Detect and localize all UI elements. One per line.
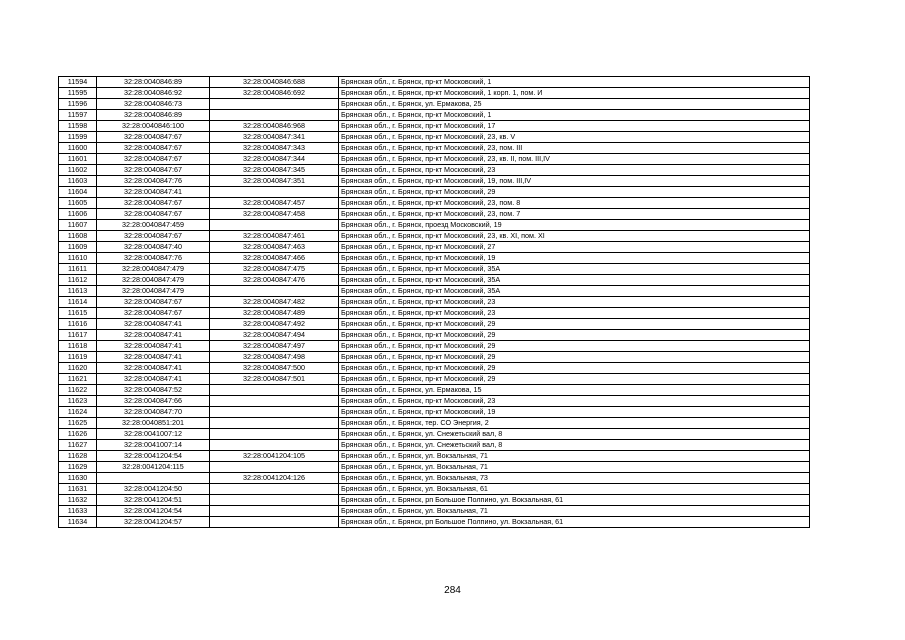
object-cadastral-number-cell <box>210 407 339 418</box>
table-row <box>59 319 810 330</box>
row-number-cell: 11597 <box>59 110 97 121</box>
cadastral-number-cell: 32:28:0040846:73 <box>97 99 210 110</box>
cadastral-number-cell: 32:28:0041204:50 <box>97 484 210 495</box>
address-cell: Брянская обл., г. Брянск, пр-кт Московский, 23, пом. III <box>339 143 810 154</box>
object-cadastral-number-cell: 32:28:0040847:458 <box>210 209 339 220</box>
object-cadastral-number-cell <box>210 286 339 297</box>
cadastral-number-cell: 32:28:0040847:52 <box>97 385 210 396</box>
table-row <box>59 418 810 429</box>
cadastral-number-cell: 32:28:0040846:92 <box>97 88 210 99</box>
table-row <box>59 253 810 264</box>
table-row <box>59 99 810 110</box>
cadastral-number-cell: 32:28:0040847:67 <box>97 209 210 220</box>
cadastral-table <box>58 76 810 528</box>
row-number-cell: 11599 <box>59 132 97 143</box>
address-cell: Брянская обл., г. Брянск, пр-кт Московский, 23, кв. V <box>339 132 810 143</box>
row-number-cell: 11631 <box>59 484 97 495</box>
row-number-cell: 11607 <box>59 220 97 231</box>
cadastral-number-cell: 32:28:0041204:54 <box>97 506 210 517</box>
cadastral-number-cell: 32:28:0040847:479 <box>97 286 210 297</box>
address-cell: Брянская обл., г. Брянск, рп Большое Полпино, ул. Вокзальная, 61 <box>339 517 810 528</box>
cadastral-number-cell: 32:28:0041204:51 <box>97 495 210 506</box>
cadastral-number-cell: 32:28:0040847:76 <box>97 253 210 264</box>
table-row <box>59 462 810 473</box>
table-row <box>59 451 810 462</box>
table-row <box>59 121 810 132</box>
row-number-cell: 11595 <box>59 88 97 99</box>
object-cadastral-number-cell: 32:28:0040847:476 <box>210 275 339 286</box>
cadastral-number-cell: 32:28:0041007:12 <box>97 429 210 440</box>
cadastral-number-cell: 32:28:0040847:67 <box>97 143 210 154</box>
row-number-cell: 11611 <box>59 264 97 275</box>
row-number-cell: 11617 <box>59 330 97 341</box>
address-cell: Брянская обл., г. Брянск, рп Большое Полпино, ул. Вокзальная, 61 <box>339 495 810 506</box>
table-row <box>59 517 810 528</box>
cadastral-number-cell: 32:28:0040847:66 <box>97 396 210 407</box>
object-cadastral-number-cell: 32:28:0040847:498 <box>210 352 339 363</box>
cadastral-number-cell: 32:28:0040851:201 <box>97 418 210 429</box>
table-row <box>59 484 810 495</box>
table-row <box>59 209 810 220</box>
row-number-cell: 11626 <box>59 429 97 440</box>
object-cadastral-number-cell: 32:28:0040847:482 <box>210 297 339 308</box>
object-cadastral-number-cell: 32:28:0040846:968 <box>210 121 339 132</box>
address-cell: Брянская обл., г. Брянск, пр-кт Московский, 17 <box>339 121 810 132</box>
table-row <box>59 220 810 231</box>
table-row <box>59 231 810 242</box>
object-cadastral-number-cell <box>210 440 339 451</box>
table-row <box>59 165 810 176</box>
table-row <box>59 363 810 374</box>
object-cadastral-number-cell <box>210 385 339 396</box>
cadastral-number-cell: 32:28:0040847:67 <box>97 165 210 176</box>
address-cell: Брянская обл., г. Брянск, пр-кт Московский, 19, пом. III,IV <box>339 176 810 187</box>
object-cadastral-number-cell: 32:28:0040847:351 <box>210 176 339 187</box>
object-cadastral-number-cell <box>210 484 339 495</box>
address-cell: Брянская обл., г. Брянск, проезд Московский, 19 <box>339 220 810 231</box>
row-number-cell: 11625 <box>59 418 97 429</box>
address-cell: Брянская обл., г. Брянск, ул. Вокзальная, 71 <box>339 462 810 473</box>
address-cell: Брянская обл., г. Брянск, ул. Снежетьский вал, 8 <box>339 429 810 440</box>
cadastral-number-cell: 32:28:0040847:41 <box>97 330 210 341</box>
row-number-cell: 11603 <box>59 176 97 187</box>
table-row <box>59 275 810 286</box>
cadastral-number-cell: 32:28:0040847:67 <box>97 198 210 209</box>
object-cadastral-number-cell: 32:28:0040847:457 <box>210 198 339 209</box>
address-cell: Брянская обл., г. Брянск, ул. Вокзальная, 61 <box>339 484 810 495</box>
address-cell: Брянская обл., г. Брянск, пр-кт Московский, 19 <box>339 407 810 418</box>
address-cell: Брянская обл., г. Брянск, ул. Ермакова, 25 <box>339 99 810 110</box>
table-row <box>59 297 810 308</box>
cadastral-number-cell: 32:28:0040847:67 <box>97 231 210 242</box>
row-number-cell: 11628 <box>59 451 97 462</box>
object-cadastral-number-cell: 32:28:0040847:489 <box>210 308 339 319</box>
row-number-cell: 11632 <box>59 495 97 506</box>
row-number-cell: 11619 <box>59 352 97 363</box>
row-number-cell: 11610 <box>59 253 97 264</box>
object-cadastral-number-cell <box>210 462 339 473</box>
address-cell: Брянская обл., г. Брянск, ул. Вокзальная, 71 <box>339 451 810 462</box>
address-cell: Брянская обл., г. Брянск, ул. Снежетьский вал, 8 <box>339 440 810 451</box>
object-cadastral-number-cell: 32:28:0040847:500 <box>210 363 339 374</box>
table-row <box>59 385 810 396</box>
object-cadastral-number-cell <box>210 220 339 231</box>
address-cell: Брянская обл., г. Брянск, пр-кт Московский, 35А <box>339 286 810 297</box>
row-number-cell: 11614 <box>59 297 97 308</box>
object-cadastral-number-cell: 32:28:0040847:466 <box>210 253 339 264</box>
object-cadastral-number-cell: 32:28:0041204:105 <box>210 451 339 462</box>
cadastral-number-cell: 32:28:0041204:54 <box>97 451 210 462</box>
cadastral-number-cell: 32:28:0041204:115 <box>97 462 210 473</box>
table-row <box>59 286 810 297</box>
cadastral-number-cell: 32:28:0040847:479 <box>97 275 210 286</box>
row-number-cell: 11616 <box>59 319 97 330</box>
object-cadastral-number-cell: 32:28:0040847:341 <box>210 132 339 143</box>
object-cadastral-number-cell: 32:28:0041204:126 <box>210 473 339 484</box>
row-number-cell: 11627 <box>59 440 97 451</box>
table-row <box>59 154 810 165</box>
cadastral-number-cell <box>97 473 210 484</box>
object-cadastral-number-cell: 32:28:0040847:494 <box>210 330 339 341</box>
object-cadastral-number-cell <box>210 396 339 407</box>
cadastral-number-cell: 32:28:0040847:459 <box>97 220 210 231</box>
cadastral-number-cell: 32:28:0040847:41 <box>97 187 210 198</box>
row-number-cell: 11613 <box>59 286 97 297</box>
row-number-cell: 11618 <box>59 341 97 352</box>
table-row <box>59 407 810 418</box>
object-cadastral-number-cell: 32:28:0040846:688 <box>210 77 339 88</box>
row-number-cell: 11598 <box>59 121 97 132</box>
row-number-cell: 11606 <box>59 209 97 220</box>
address-cell: Брянская обл., г. Брянск, пр-кт Московский, 23 <box>339 308 810 319</box>
address-cell: Брянская обл., г. Брянск, ул. Вокзальная, 71 <box>339 506 810 517</box>
object-cadastral-number-cell: 32:28:0040847:344 <box>210 154 339 165</box>
object-cadastral-number-cell <box>210 99 339 110</box>
table-row <box>59 143 810 154</box>
row-number-cell: 11604 <box>59 187 97 198</box>
row-number-cell: 11633 <box>59 506 97 517</box>
address-cell: Брянская обл., г. Брянск, пр-кт Московский, 35А <box>339 275 810 286</box>
cadastral-number-cell: 32:28:0040847:67 <box>97 297 210 308</box>
table-row <box>59 330 810 341</box>
cadastral-number-cell: 32:28:0040847:41 <box>97 374 210 385</box>
object-cadastral-number-cell: 32:28:0040847:461 <box>210 231 339 242</box>
table-row <box>59 429 810 440</box>
object-cadastral-number-cell <box>210 506 339 517</box>
cadastral-number-cell: 32:28:0040847:67 <box>97 308 210 319</box>
cadastral-number-cell: 32:28:0040847:41 <box>97 319 210 330</box>
cadastral-number-cell: 32:28:0040847:41 <box>97 341 210 352</box>
address-cell: Брянская обл., г. Брянск, пр-кт Московский, 29 <box>339 187 810 198</box>
object-cadastral-number-cell: 32:28:0040847:475 <box>210 264 339 275</box>
table-row <box>59 187 810 198</box>
table-row <box>59 374 810 385</box>
row-number-cell: 11612 <box>59 275 97 286</box>
table-row <box>59 264 810 275</box>
cadastral-number-cell: 32:28:0040846:89 <box>97 77 210 88</box>
table-row <box>59 396 810 407</box>
address-cell: Брянская обл., г. Брянск, пр-кт Московский, 29 <box>339 330 810 341</box>
address-cell: Брянская обл., г. Брянск, пр-кт Московский, 23, кв. XI, пом. XI <box>339 231 810 242</box>
row-number-cell: 11615 <box>59 308 97 319</box>
object-cadastral-number-cell: 32:28:0040847:345 <box>210 165 339 176</box>
address-cell: Брянская обл., г. Брянск, пр-кт Московский, 35А <box>339 264 810 275</box>
row-number-cell: 11624 <box>59 407 97 418</box>
cadastral-number-cell: 32:28:0040846:89 <box>97 110 210 121</box>
table-row <box>59 132 810 143</box>
table-row <box>59 77 810 88</box>
cadastral-number-cell: 32:28:0040847:67 <box>97 154 210 165</box>
object-cadastral-number-cell <box>210 517 339 528</box>
row-number-cell: 11629 <box>59 462 97 473</box>
row-number-cell: 11602 <box>59 165 97 176</box>
cadastral-number-cell: 32:28:0041204:57 <box>97 517 210 528</box>
address-cell: Брянская обл., г. Брянск, пр-кт Московский, 29 <box>339 352 810 363</box>
cadastral-number-cell: 32:28:0040846:100 <box>97 121 210 132</box>
row-number-cell: 11621 <box>59 374 97 385</box>
row-number-cell: 11600 <box>59 143 97 154</box>
object-cadastral-number-cell: 32:28:0040847:492 <box>210 319 339 330</box>
object-cadastral-number-cell: 32:28:0040847:463 <box>210 242 339 253</box>
object-cadastral-number-cell: 32:28:0040846:692 <box>210 88 339 99</box>
object-cadastral-number-cell <box>210 418 339 429</box>
table-row <box>59 495 810 506</box>
address-cell: Брянская обл., г. Брянск, пр-кт Московский, 29 <box>339 374 810 385</box>
address-cell: Брянская обл., г. Брянск, пр-кт Московский, 29 <box>339 363 810 374</box>
object-cadastral-number-cell <box>210 110 339 121</box>
table-row <box>59 110 810 121</box>
table-row <box>59 506 810 517</box>
row-number-cell: 11605 <box>59 198 97 209</box>
table-row <box>59 88 810 99</box>
table-row <box>59 176 810 187</box>
table-row <box>59 440 810 451</box>
cadastral-number-cell: 32:28:0040847:70 <box>97 407 210 418</box>
row-number-cell: 11630 <box>59 473 97 484</box>
row-number-cell: 11623 <box>59 396 97 407</box>
address-cell: Брянская обл., г. Брянск, пр-кт Московский, 23, пом. 7 <box>339 209 810 220</box>
table-row <box>59 242 810 253</box>
cadastral-number-cell: 32:28:0040847:40 <box>97 242 210 253</box>
address-cell: Брянская обл., г. Брянск, пр-кт Московский, 1 корп. 1, пом. И <box>339 88 810 99</box>
table-row <box>59 308 810 319</box>
address-cell: Брянская обл., г. Брянск, пр-кт Московский, 23, пом. 8 <box>339 198 810 209</box>
address-cell: Брянская обл., г. Брянск, пр-кт Московский, 29 <box>339 319 810 330</box>
table-body <box>59 77 810 528</box>
object-cadastral-number-cell <box>210 187 339 198</box>
address-cell: Брянская обл., г. Брянск, пр-кт Московский, 23 <box>339 297 810 308</box>
address-cell: Брянская обл., г. Брянск, пр-кт Московский, 19 <box>339 253 810 264</box>
cadastral-number-cell: 32:28:0040847:41 <box>97 363 210 374</box>
address-cell: Брянская обл., г. Брянск, пр-кт Московский, 23 <box>339 165 810 176</box>
address-cell: Брянская обл., г. Брянск, пр-кт Московский, 27 <box>339 242 810 253</box>
row-number-cell: 11601 <box>59 154 97 165</box>
address-cell: Брянская обл., г. Брянск, пр-кт Московский, 23 <box>339 396 810 407</box>
row-number-cell: 11634 <box>59 517 97 528</box>
page-number: 284 <box>444 585 461 596</box>
object-cadastral-number-cell: 32:28:0040847:497 <box>210 341 339 352</box>
cadastral-number-cell: 32:28:0040847:479 <box>97 264 210 275</box>
row-number-cell: 11622 <box>59 385 97 396</box>
table-row <box>59 198 810 209</box>
table-row <box>59 352 810 363</box>
table-row <box>59 341 810 352</box>
cadastral-number-cell: 32:28:0040847:67 <box>97 132 210 143</box>
row-number-cell: 11620 <box>59 363 97 374</box>
cadastral-number-cell: 32:28:0040847:41 <box>97 352 210 363</box>
cadastral-number-cell: 32:28:0040847:76 <box>97 176 210 187</box>
address-cell: Брянская обл., г. Брянск, пр-кт Московский, 23, кв. II, пом. III,IV <box>339 154 810 165</box>
cadastral-number-cell: 32:28:0041007:14 <box>97 440 210 451</box>
address-cell: Брянская обл., г. Брянск, пр-кт Московский, 1 <box>339 77 810 88</box>
object-cadastral-number-cell <box>210 429 339 440</box>
address-cell: Брянская обл., г. Брянск, ул. Вокзальная, 73 <box>339 473 810 484</box>
object-cadastral-number-cell <box>210 495 339 506</box>
address-cell: Брянская обл., г. Брянск, ул. Ермакова, 15 <box>339 385 810 396</box>
address-cell: Брянская обл., г. Брянск, тер. СО Энергия, 2 <box>339 418 810 429</box>
row-number-cell: 11608 <box>59 231 97 242</box>
row-number-cell: 11596 <box>59 99 97 110</box>
object-cadastral-number-cell: 32:28:0040847:343 <box>210 143 339 154</box>
address-cell: Брянская обл., г. Брянск, пр-кт Московский, 29 <box>339 341 810 352</box>
object-cadastral-number-cell: 32:28:0040847:501 <box>210 374 339 385</box>
row-number-cell: 11609 <box>59 242 97 253</box>
table-row <box>59 473 810 484</box>
row-number-cell: 11594 <box>59 77 97 88</box>
address-cell: Брянская обл., г. Брянск, пр-кт Московский, 1 <box>339 110 810 121</box>
